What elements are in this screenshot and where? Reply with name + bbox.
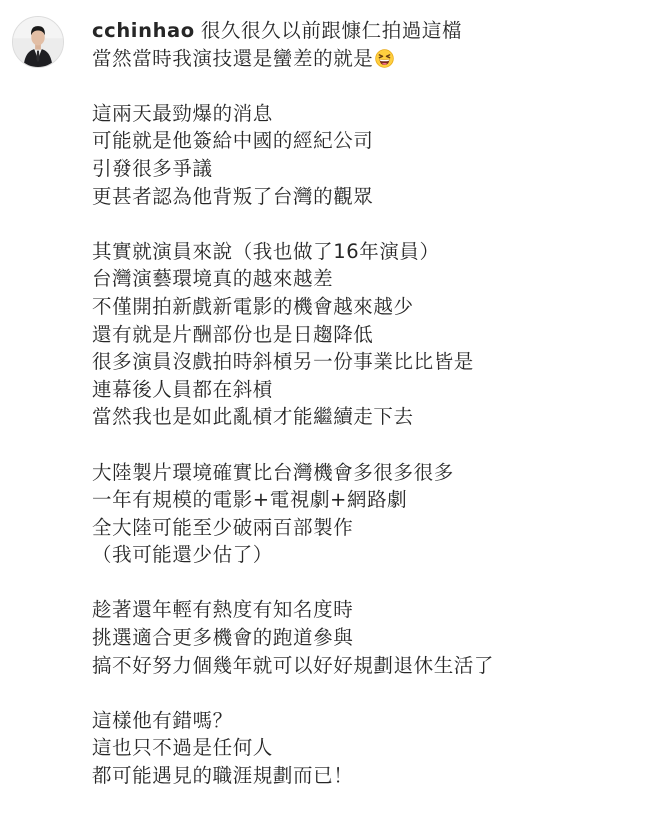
caption-text: 當然當時我演技還是蠻差的就是 xyxy=(92,46,374,70)
caption-line xyxy=(92,45,648,73)
caption-line: 其實就演員來說（我也做了16年演員） xyxy=(92,239,440,263)
caption-line: 一年有規模的電影+電視劇+網路劇 xyxy=(92,488,408,512)
caption-line xyxy=(92,72,648,100)
caption-line xyxy=(92,431,648,459)
caption-line: 全大陸可能至少破兩百部製作 xyxy=(92,515,354,539)
caption-line: 大陸製片環境確實比台灣機會多很多很多 xyxy=(92,460,454,484)
caption-text: 很久很久以前跟慷仁拍過這檔 xyxy=(200,19,463,42)
caption-line: 搞不好努力個幾年就可以好好規劃退休生活了 xyxy=(92,653,495,677)
post-caption xyxy=(92,17,648,790)
avatar[interactable] xyxy=(12,16,64,68)
caption-line: 很多演員沒戲拍時斜槓另一份事業比比皆是 xyxy=(92,350,474,374)
caption-line: （我可能還少估了） xyxy=(92,543,273,567)
profile-photo-icon xyxy=(13,17,63,67)
caption-first-line xyxy=(92,17,648,45)
caption-line: 可能就是他簽給中國的經紀公司 xyxy=(92,129,374,153)
caption-line: 都可能遇見的職涯規劃而已！ xyxy=(92,764,354,788)
caption-line: 這樣他有錯嗎？ xyxy=(92,708,233,732)
caption-line xyxy=(92,569,648,597)
caption-line: 這兩天最勁爆的消息 xyxy=(92,101,273,125)
laughing-squinting-face-emoji-icon xyxy=(375,49,394,68)
caption-line: 還有就是片酬部份也是日趨降低 xyxy=(92,322,374,346)
caption-line: 台灣演藝環境真的越來越差 xyxy=(92,267,334,291)
caption-line: 引發很多爭議 xyxy=(92,156,213,180)
caption-line: 連幕後人員都在斜槓 xyxy=(92,377,273,401)
username-link[interactable]: cchinhao xyxy=(92,19,195,42)
caption-line xyxy=(92,210,648,238)
caption-line: 挑選適合更多機會的跑道參與 xyxy=(92,626,354,650)
caption-line: 當然我也是如此亂槓才能繼續走下去 xyxy=(92,405,414,429)
caption-line: 這也只不過是任何人 xyxy=(92,736,273,760)
caption-line: 不僅開拍新戲新電影的機會越來越少 xyxy=(92,294,414,318)
caption-line: 更甚者認為他背叛了台灣的觀眾 xyxy=(92,184,374,208)
caption-line xyxy=(92,679,648,707)
caption-line: 趁著還年輕有熱度有知名度時 xyxy=(92,598,354,622)
